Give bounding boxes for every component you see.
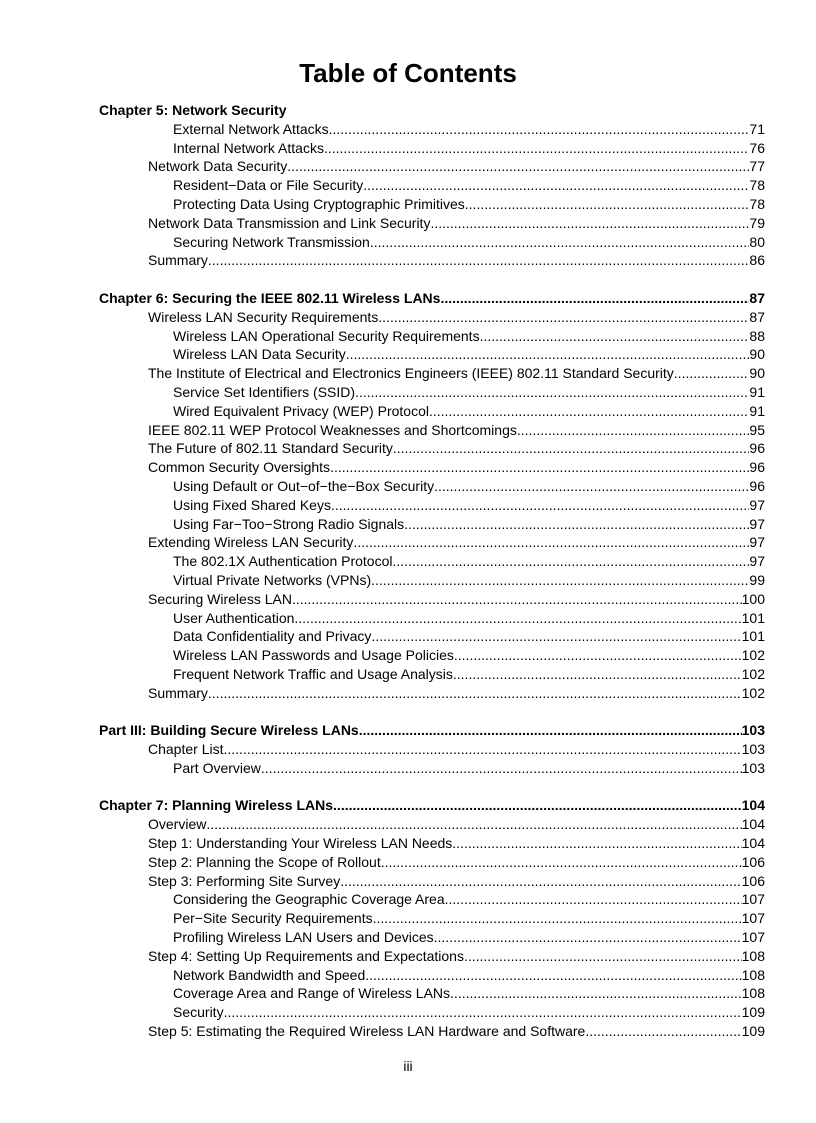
toc-entry[interactable] xyxy=(99,439,765,458)
toc-entry[interactable] xyxy=(99,909,765,928)
toc-entry-label: Frequent Network Traffic and Usage Analysis xyxy=(173,665,453,682)
toc-entry-label: Chapter 6: Securing the IEEE 802.11 Wireless LANs xyxy=(99,289,441,306)
toc-entry-page: 97 xyxy=(749,534,765,551)
toc-entry-label: External Network Attacks xyxy=(173,120,329,137)
toc-entry-label: User Authentication xyxy=(173,609,295,626)
toc-entry-page: 87 xyxy=(749,289,765,306)
toc-entry[interactable] xyxy=(99,947,765,966)
toc-entry-label: Per−Site Security Requirements xyxy=(173,910,373,927)
toc-entry-page: 107 xyxy=(741,929,765,946)
toc-entry-label: Virtual Private Networks (VPNs) xyxy=(173,571,372,588)
toc-entry-label: Service Set Identifiers (SSID) xyxy=(173,383,356,400)
dot-leader xyxy=(465,195,750,214)
toc-entry-page: 86 xyxy=(749,252,765,269)
toc-entry-page: 80 xyxy=(749,233,765,250)
dot-leader xyxy=(371,627,741,646)
toc-entry[interactable] xyxy=(99,345,765,364)
toc-entry-label: Considering the Geographic Coverage Area xyxy=(173,891,445,908)
dot-leader xyxy=(434,477,749,496)
toc-entry-label: Chapter 5: Network Security xyxy=(99,102,287,118)
toc-entry[interactable] xyxy=(99,571,765,590)
toc-entry-label: Coverage Area and Range of Wireless LANs xyxy=(173,985,451,1002)
toc-entry-label: IEEE 802.11 WEP Protocol Weaknesses and Shortcomings xyxy=(148,421,517,438)
toc-entry-page: 108 xyxy=(741,985,765,1002)
toc-entry-label: Using Fixed Shared Keys xyxy=(173,496,331,513)
toc-entry[interactable] xyxy=(99,421,765,440)
dot-leader xyxy=(392,552,749,571)
toc-entry-label: Internal Network Attacks xyxy=(173,139,324,156)
dot-leader xyxy=(365,966,741,985)
toc-entry[interactable] xyxy=(99,515,765,534)
dot-leader xyxy=(340,872,741,891)
dot-leader xyxy=(429,402,749,421)
dot-leader xyxy=(324,139,749,158)
toc-entry-page: 91 xyxy=(749,402,765,419)
toc-entry-label: Profiling Wireless LAN Users and Devices xyxy=(173,929,434,946)
dot-leader xyxy=(353,533,749,552)
toc-entry-label: Summary xyxy=(148,684,208,701)
toc-section xyxy=(99,101,765,270)
toc-entry-page: 96 xyxy=(749,477,765,494)
toc-entry-page: 102 xyxy=(741,647,765,664)
toc-entry-page: 102 xyxy=(741,684,765,701)
toc-entry[interactable] xyxy=(99,609,765,628)
toc-entry-page: 103 xyxy=(741,722,765,739)
toc-entry-label: Security xyxy=(173,1004,224,1021)
toc-entry-label: Wireless LAN Data Security xyxy=(173,346,346,363)
toc-entry-label: Using Default or Out−of−the−Box Security xyxy=(173,477,435,494)
toc-section xyxy=(99,796,765,1040)
dot-leader xyxy=(674,364,750,383)
toc-entry-label: Wireless LAN Operational Security Requirements xyxy=(173,327,480,344)
toc-entry[interactable] xyxy=(99,402,765,421)
toc-entry[interactable] xyxy=(99,853,765,872)
toc-entry-page: 78 xyxy=(749,177,765,194)
toc-entry-label: Network Bandwidth and Speed xyxy=(173,966,366,983)
toc-entry[interactable] xyxy=(99,477,765,496)
toc-entry[interactable] xyxy=(99,364,765,383)
toc-entry-page: 71 xyxy=(749,120,765,137)
dot-leader xyxy=(453,665,742,684)
toc-entry-label: Step 5: Estimating the Required Wireless LAN Hardware and Software xyxy=(148,1023,586,1040)
toc-entry-page: 97 xyxy=(749,515,765,532)
toc-entry-page: 108 xyxy=(741,966,765,983)
toc-entry-label: Network Data Transmission and Link Security xyxy=(148,214,431,231)
toc-section-heading[interactable] xyxy=(99,289,765,308)
toc-entry-label: Extending Wireless LAN Security xyxy=(148,534,354,551)
toc-entry-label: Network Data Security xyxy=(148,158,288,175)
toc-section-heading[interactable] xyxy=(99,796,765,815)
toc-entry-page: 109 xyxy=(741,1023,765,1040)
toc-entry-page: 97 xyxy=(749,496,765,513)
toc-entry-label: Summary xyxy=(148,252,208,269)
toc-entry-page: 90 xyxy=(749,346,765,363)
dot-leader xyxy=(454,646,742,665)
toc-entry[interactable] xyxy=(99,872,765,891)
toc-entry-page: 109 xyxy=(741,1004,765,1021)
dot-leader xyxy=(331,496,749,515)
dot-leader xyxy=(480,327,750,346)
toc-entry[interactable] xyxy=(99,815,765,834)
toc-entry-page: 79 xyxy=(749,214,765,231)
dot-leader xyxy=(224,1003,742,1022)
toc-entry[interactable] xyxy=(99,646,765,665)
toc-entry-label: Overview xyxy=(148,816,207,833)
toc-entry-page: 102 xyxy=(741,665,765,682)
toc-entry-label: The Future of 802.11 Standard Security xyxy=(148,440,393,457)
dot-leader xyxy=(359,721,742,740)
dot-leader xyxy=(206,815,741,834)
toc-entry-label: Chapter List xyxy=(148,741,224,758)
toc-entry-page: 76 xyxy=(749,139,765,156)
page-title: Table of Contents xyxy=(299,58,517,88)
toc-entry-label: Step 1: Understanding Your Wireless LAN Needs xyxy=(148,835,453,852)
dot-leader xyxy=(434,928,742,947)
toc-entry-page: 97 xyxy=(749,553,765,570)
toc-entry[interactable] xyxy=(99,759,765,778)
dot-leader xyxy=(294,609,741,628)
toc-entry[interactable] xyxy=(99,533,765,552)
toc-entry[interactable] xyxy=(99,1003,765,1022)
toc-entry[interactable] xyxy=(99,308,765,327)
toc-entry-page: 108 xyxy=(741,947,765,964)
toc-entry[interactable] xyxy=(99,552,765,571)
dot-leader xyxy=(445,890,742,909)
dot-leader xyxy=(330,458,749,477)
toc-entry[interactable] xyxy=(99,195,765,214)
toc-entry-page: 107 xyxy=(741,891,765,908)
toc-entry[interactable] xyxy=(99,327,765,346)
toc-entry[interactable] xyxy=(99,458,765,477)
toc-entry[interactable] xyxy=(99,984,765,1003)
toc-entry-page: 100 xyxy=(741,590,765,607)
toc-entry-page: 106 xyxy=(741,872,765,889)
dot-leader xyxy=(223,740,741,759)
toc-entry-label: Wireless LAN Security Requirements xyxy=(148,308,379,325)
toc-entry[interactable] xyxy=(99,1022,765,1041)
dot-leader xyxy=(287,157,749,176)
toc-entry-label: Step 2: Planning the Scope of Rollout xyxy=(148,853,381,870)
dot-leader xyxy=(585,1022,741,1041)
dot-leader xyxy=(378,308,749,327)
toc-entry-label: Part III: Building Secure Wireless LANs xyxy=(99,722,359,739)
toc-entry-page: 101 xyxy=(741,628,765,645)
dot-leader xyxy=(363,176,749,195)
toc-entry[interactable] xyxy=(99,139,765,158)
dot-leader xyxy=(393,439,750,458)
toc-entry-label: Wired Equivalent Privacy (WEP) Protocol xyxy=(173,402,429,419)
toc-entry[interactable] xyxy=(99,684,765,703)
toc-entry[interactable] xyxy=(99,665,765,684)
dot-leader xyxy=(329,120,750,139)
toc-entry[interactable] xyxy=(99,157,765,176)
dot-leader xyxy=(517,421,750,440)
toc-entry-page: 96 xyxy=(749,459,765,476)
toc-entry-label: Step 3: Performing Site Survey xyxy=(148,872,341,889)
toc-entry[interactable] xyxy=(99,383,765,402)
dot-leader xyxy=(440,289,749,308)
table-of-contents xyxy=(99,101,765,1041)
dot-leader xyxy=(452,834,741,853)
dot-leader xyxy=(371,571,749,590)
toc-entry-label: Step 4: Setting Up Requirements and Expectations xyxy=(148,947,464,964)
toc-entry-label: The 802.1X Authentication Protocol xyxy=(173,553,393,570)
toc-entry[interactable] xyxy=(99,233,765,252)
toc-entry-label: Wireless LAN Passwords and Usage Policies xyxy=(173,647,454,664)
toc-entry[interactable] xyxy=(99,496,765,515)
toc-entry-page: 87 xyxy=(749,308,765,325)
toc-entry[interactable] xyxy=(99,966,765,985)
toc-entry-page: 104 xyxy=(741,816,765,833)
toc-entry[interactable] xyxy=(99,120,765,139)
toc-entry[interactable] xyxy=(99,834,765,853)
toc-entry-label: Protecting Data Using Cryptographic Primitives xyxy=(173,195,465,212)
dot-leader xyxy=(208,684,742,703)
dot-leader xyxy=(292,590,742,609)
dot-leader xyxy=(261,759,742,778)
toc-entry[interactable] xyxy=(99,740,765,759)
toc-section xyxy=(99,721,765,777)
toc-entry[interactable] xyxy=(99,590,765,609)
toc-entry-page: 103 xyxy=(741,741,765,758)
dot-leader xyxy=(430,214,749,233)
toc-section-heading[interactable] xyxy=(99,721,765,740)
dot-leader xyxy=(464,947,742,966)
toc-entry-page: 90 xyxy=(749,365,765,382)
toc-entry-page: 106 xyxy=(741,853,765,870)
toc-entry-page: 107 xyxy=(741,910,765,927)
dot-leader xyxy=(333,796,742,815)
toc-entry-label: Resident−Data or File Security xyxy=(173,177,364,194)
toc-entry-label: Chapter 7: Planning Wireless LANs xyxy=(99,797,334,814)
dot-leader xyxy=(355,383,749,402)
toc-entry[interactable] xyxy=(99,928,765,947)
toc-entry-page: 96 xyxy=(749,440,765,457)
toc-entry-page: 103 xyxy=(741,759,765,776)
toc-entry[interactable] xyxy=(99,627,765,646)
toc-entry-label: The Institute of Electrical and Electronics Engineers (IEEE) 802.11 Standard Security xyxy=(148,365,674,382)
toc-entry-page: 77 xyxy=(749,158,765,175)
toc-entry-page: 95 xyxy=(749,421,765,438)
toc-entry-page: 91 xyxy=(749,383,765,400)
toc-entry[interactable] xyxy=(99,214,765,233)
toc-entry-page: 104 xyxy=(741,835,765,852)
toc-entry-label: Part Overview xyxy=(173,759,261,776)
dot-leader xyxy=(381,853,742,872)
toc-entry-page: 104 xyxy=(741,797,765,814)
toc-entry[interactable] xyxy=(99,176,765,195)
toc-entry-label: Using Far−Too−Strong Radio Signals xyxy=(173,515,405,532)
toc-entry-label: Data Confidentiality and Privacy xyxy=(173,628,372,645)
dot-leader xyxy=(373,909,742,928)
dot-leader xyxy=(450,984,742,1003)
dot-leader xyxy=(370,233,750,252)
toc-entry-label: Common Security Oversights xyxy=(148,459,331,476)
toc-entry-page: 78 xyxy=(749,195,765,212)
toc-entry[interactable] xyxy=(99,890,765,909)
toc-entry-page: 88 xyxy=(749,327,765,344)
toc-section-heading[interactable] xyxy=(99,101,765,120)
dot-leader xyxy=(208,251,750,270)
dot-leader xyxy=(346,345,750,364)
toc-entry-label: Securing Wireless LAN xyxy=(148,590,292,607)
toc-entry-label: Securing Network Transmission xyxy=(173,233,370,250)
toc-entry[interactable] xyxy=(99,251,765,270)
toc-entry-page: 101 xyxy=(741,609,765,626)
dot-leader xyxy=(404,515,749,534)
page-number: iii xyxy=(403,1058,413,1074)
toc-entry-page: 99 xyxy=(749,571,765,588)
toc-section xyxy=(99,289,765,703)
